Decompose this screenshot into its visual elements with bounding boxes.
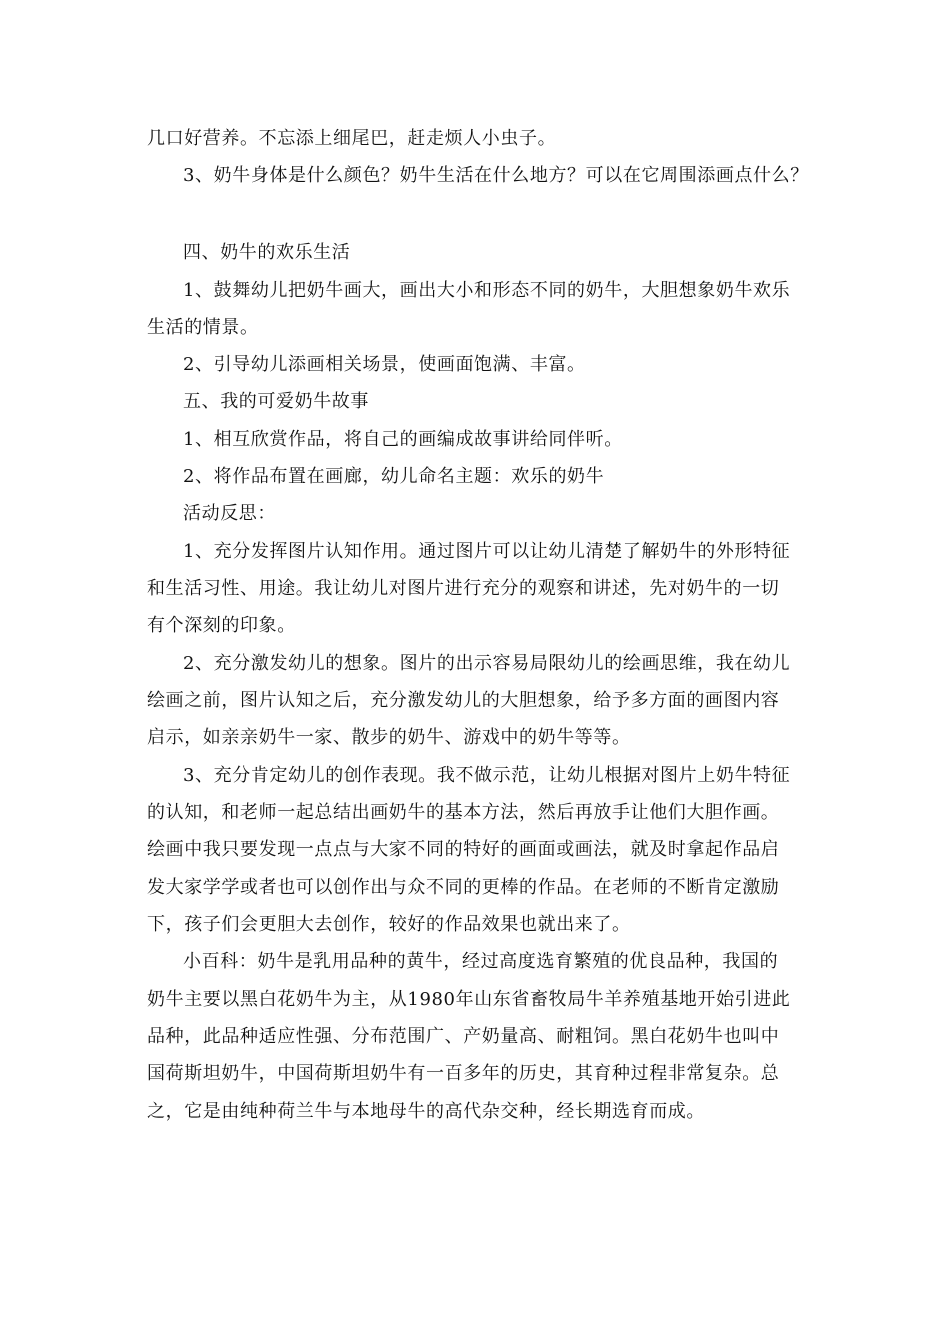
text-line: 和生活习性、用途。我让幼儿对图片进行充分的观察和讲述，先对奶牛的一切 — [147, 578, 780, 599]
list-item: 3、奶牛身体是什么颜色？奶牛生活在什么地方？可以在它周围添画点什么？ — [183, 165, 809, 186]
text-line: 下，孩子们会更胆大去创作，较好的作品效果也就出来了。 — [147, 914, 631, 935]
text-line: 小百科：奶牛是乳用品种的黄牛，经过高度选育繁殖的优良品种，我国的 — [183, 951, 779, 972]
text-line: 国荷斯坦奶牛，中国荷斯坦奶牛有一百多年的历史，其育种过程非常复杂。总 — [147, 1063, 780, 1084]
list-item: 2、引导幼儿添画相关场景，使画面饱满、丰富。 — [183, 354, 586, 375]
section-heading: 四、奶牛的欢乐生活 — [183, 242, 351, 263]
section-heading: 五、我的可爱奶牛故事 — [183, 391, 369, 412]
list-item: 1、相互欣赏作品，将自己的画编成故事讲给同伴听。 — [183, 429, 623, 450]
section-heading: 活动反思： — [183, 503, 276, 524]
text-line: 几口好营养。不忘添上细尾巴，赶走烦人小虫子。 — [147, 128, 557, 149]
text-line: 启示，如亲亲奶牛一家、散步的奶牛、游戏中的奶牛等等。 — [147, 727, 631, 748]
text-line: 之，它是由纯种荷兰牛与本地母牛的高代杂交种，经长期选育而成。 — [147, 1101, 705, 1122]
text-line: 有个深刻的印象。 — [147, 615, 296, 636]
text-line: 品种，此品种适应性强、分布范围广、产奶量高、耐粗饲。黑白花奶牛也叫中 — [147, 1026, 780, 1047]
list-item: 2、充分激发幼儿的想象。图片的出示容易局限幼儿的绘画思维，我在幼儿 — [183, 653, 791, 674]
list-item: 2、将作品布置在画廊，幼儿命名主题：欢乐的奶牛 — [183, 466, 605, 487]
text-line: 生活的情景。 — [147, 317, 259, 338]
text-line: 奶牛主要以黑白花奶牛为主，从1980年山东省畜牧局牛羊养殖基地开始引进此 — [147, 989, 791, 1010]
list-item: 1、充分发挥图片认知作用。通过图片可以让幼儿清楚了解奶牛的外形特征 — [183, 541, 791, 562]
list-item: 1、鼓舞幼儿把奶牛画大，画出大小和形态不同的奶牛，大胆想象奶牛欢乐 — [183, 280, 791, 301]
text-line: 的认知，和老师一起总结出画奶牛的基本方法，然后再放手让他们大胆作画。 — [147, 802, 780, 823]
text-line: 发大家学学或者也可以创作出与众不同的更棒的作品。在老师的不断肯定激励 — [147, 877, 780, 898]
text-line: 绘画中我只要发现一点点与大家不同的特好的画面或画法，就及时拿起作品启 — [147, 839, 780, 860]
text-line: 绘画之前，图片认知之后，充分激发幼儿的大胆想象，给予多方面的画图内容 — [147, 690, 780, 711]
list-item: 3、充分肯定幼儿的创作表现。我不做示范，让幼儿根据对图片上奶牛特征 — [183, 765, 791, 786]
